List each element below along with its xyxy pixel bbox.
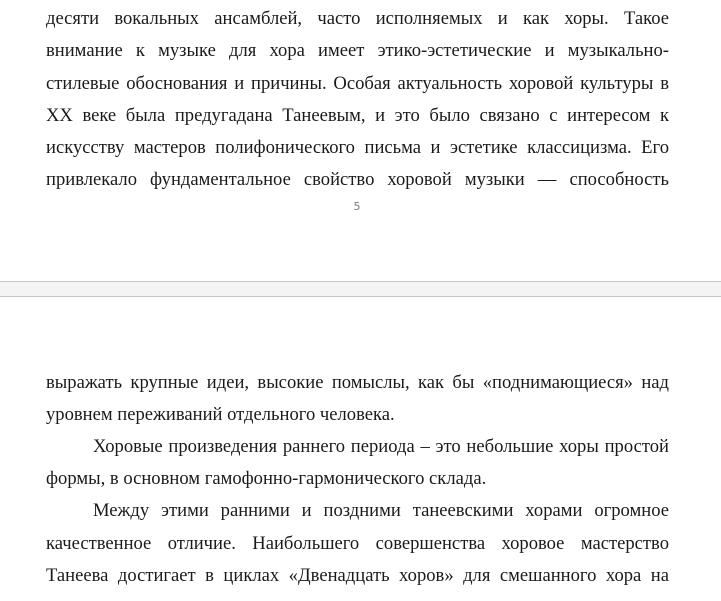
text-line: Танеева достигает в циклах «Двенадцать хоров» для смешанного хора на: [46, 565, 669, 586]
text-line: искусству мастеров полифонического письма и эстетике классицизма. Его: [46, 137, 669, 158]
text-line: привлекало фундаментальное свойство хоровой музыки — способность: [46, 169, 669, 190]
paragraph-first-line: Между этими ранними и поздними танеевскими хорами огромное: [93, 500, 669, 521]
document-page-6[interactable]: [0, 297, 721, 601]
text-line: стилевые обоснования и причины. Особая актуальность хоровой культуры в: [46, 73, 669, 94]
text-line: десяти вокальных ансамблей, часто исполняемых и как хоры. Такое: [46, 8, 669, 29]
page-break-separator: [0, 281, 721, 297]
paragraph-first-line: Хоровые произведения раннего периода – это небольшие хоры простой: [93, 436, 669, 457]
text-line: выражать крупные идеи, высокие помыслы, как бы «поднимающиеся» над: [46, 372, 669, 393]
text-line: внимание к музыке для хора имеет этико-эстетические и музыкально-: [46, 40, 669, 61]
text-line: формы, в основном гамофонно-гармонического склада.: [46, 468, 487, 489]
page-number: 5: [353, 200, 361, 213]
text-line: качественное отличие. Наибольшего совершенства хоровое мастерство: [46, 533, 669, 554]
document-page-5[interactable]: [0, 0, 721, 281]
text-line: XX веке была предугадана Танеевым, и это было связано с интересом к: [46, 105, 669, 126]
text-line: уровнем переживаний отдельного человека.: [46, 404, 395, 425]
